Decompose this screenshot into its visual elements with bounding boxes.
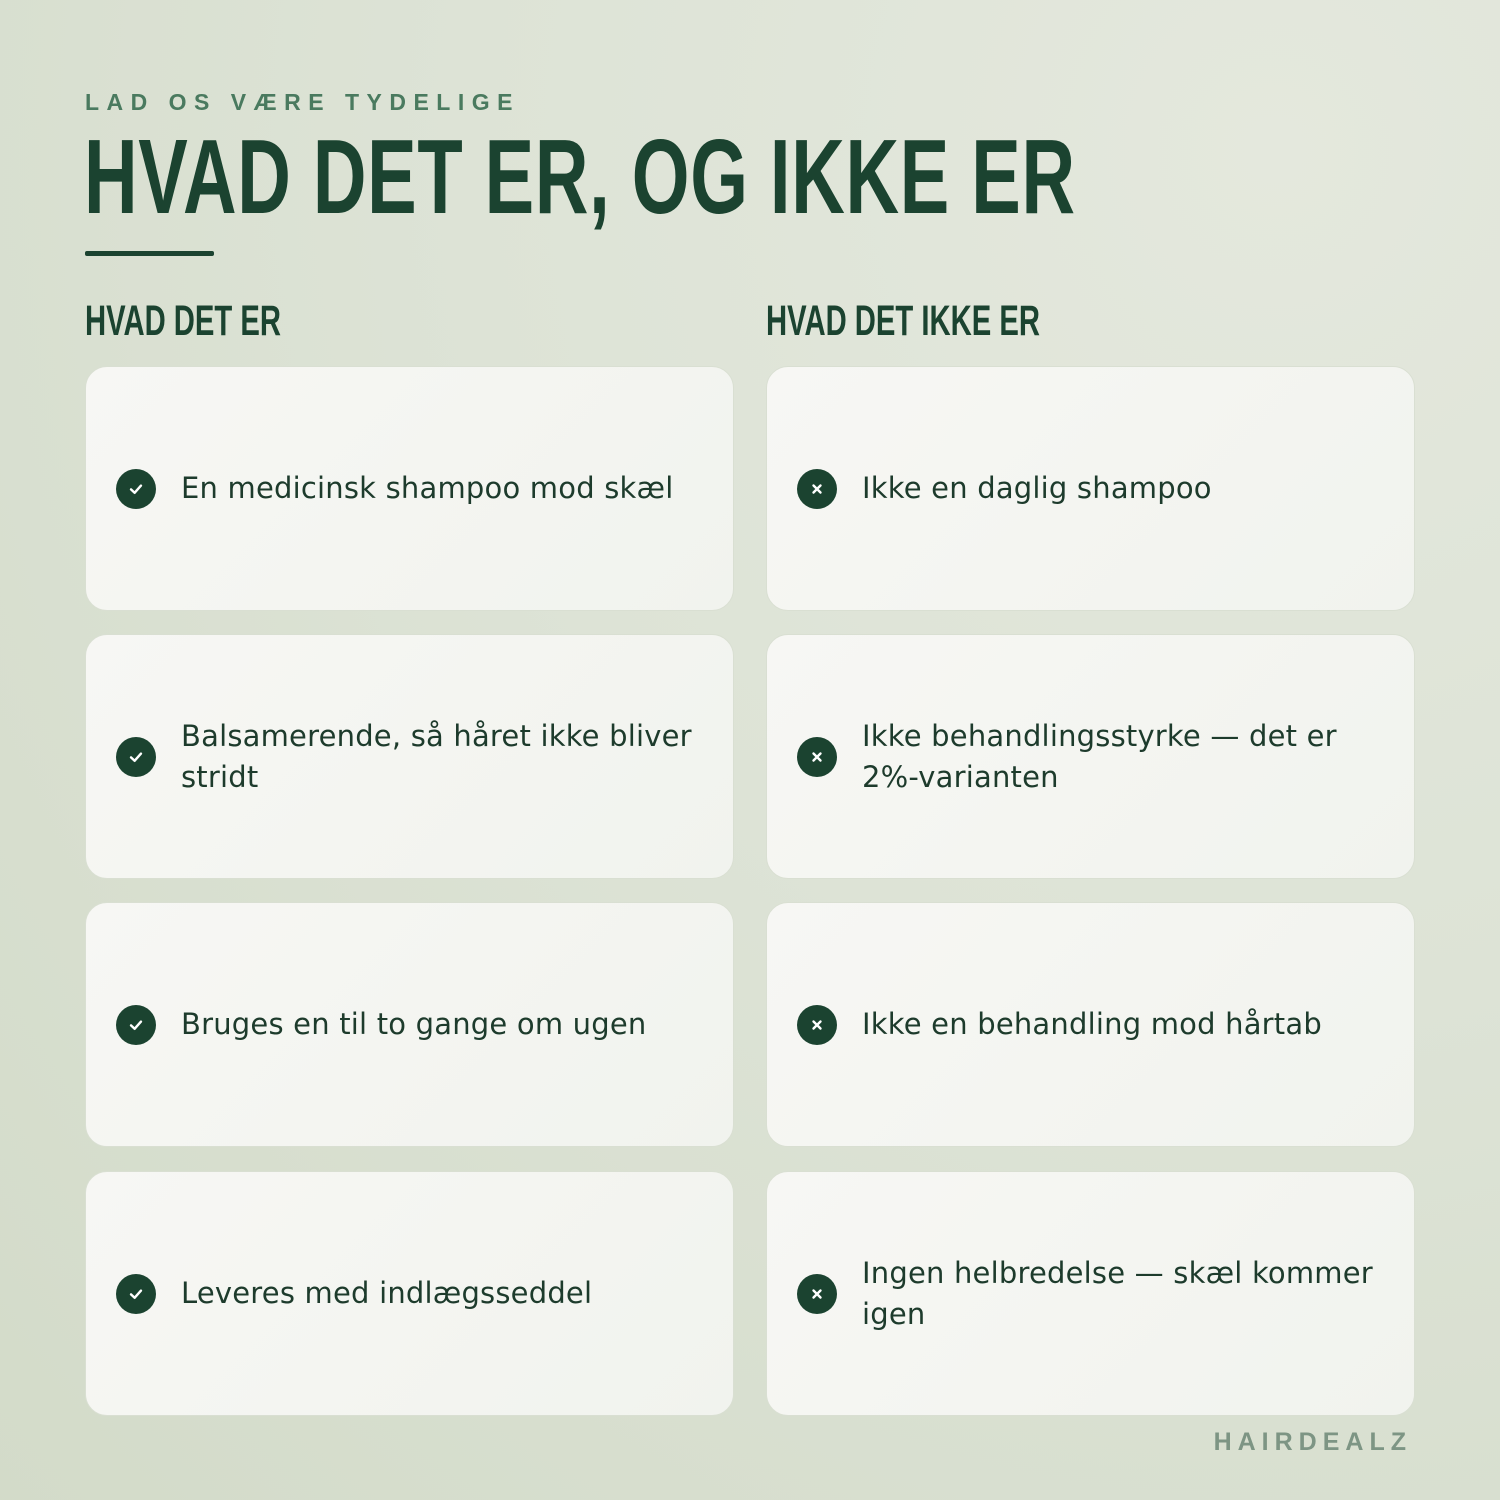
is-card — [85, 1171, 734, 1416]
is-not-card — [766, 1171, 1415, 1416]
is-not-item-text: Ikke behandlingsstyrke — det er 2%-varianten — [862, 718, 1337, 794]
title-underline — [85, 251, 214, 256]
is-item-text: Balsamerende, så håret ikke bliver stridt — [181, 718, 692, 794]
is-not-item-text: Ingen helbredelse — skæl kommer igen — [862, 1255, 1373, 1331]
check-icon — [116, 1005, 156, 1045]
x-icon — [797, 469, 837, 509]
x-icon — [797, 1274, 837, 1314]
is-card — [85, 634, 734, 879]
is-item-text: Bruges en til to gange om ugen — [181, 1007, 647, 1041]
page-title: HVAD DET ER, OG IKKE ER — [84, 118, 1076, 236]
is-card — [85, 366, 734, 611]
is-not-card — [766, 902, 1415, 1147]
brand-wordmark: HAIRDEALZ — [1213, 1428, 1412, 1456]
is-not-card — [766, 366, 1415, 611]
is-not-card — [766, 634, 1415, 879]
check-icon — [116, 1274, 156, 1314]
column-heading-is: HVAD DET ER — [85, 297, 282, 345]
is-card — [85, 902, 734, 1147]
column-heading-is-not: HVAD DET IKKE ER — [766, 297, 1041, 345]
is-not-item-text: Ikke en daglig shampoo — [862, 471, 1212, 505]
eyebrow-label: LAD OS VÆRE TYDELIGE — [85, 89, 520, 115]
is-item-text: En medicinsk shampoo mod skæl — [181, 471, 674, 505]
check-icon — [116, 737, 156, 777]
x-icon — [797, 1005, 837, 1045]
is-item-text: Leveres med indlægsseddel — [181, 1276, 593, 1310]
check-icon — [116, 469, 156, 509]
is-not-item-text: Ikke en behandling mod hårtab — [862, 1007, 1322, 1041]
x-icon — [797, 737, 837, 777]
